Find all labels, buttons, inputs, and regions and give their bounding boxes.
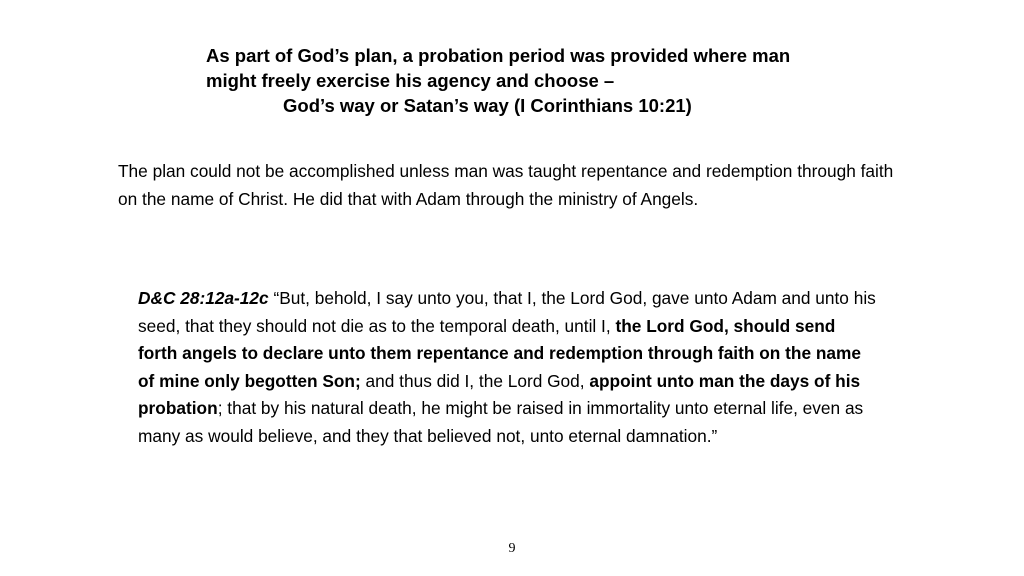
title-line-2: might freely exercise his agency and choose – [206,70,615,91]
quote-text-1: “But, behold, I say unto you, that I, the Lord God, gave unto Adam and unto his seed, that they should not die as to the temporal death, until I, [138,288,876,336]
title-line-1: As part of God’s plan, a probation period was provided where man [206,45,791,66]
quote-emphasis-2: appoint unto man the days of his probation [138,370,861,418]
slide-title [206,43,886,118]
intro-paragraph: The plan could not be accomplished unless man was taught repentance and redemption through faith on the name of Christ. He did that with Adam through the ministry of Angels. [118,161,894,209]
scripture-quote [138,285,878,450]
page-number: 9 [508,541,516,556]
quote-text-3: ; that by his natural death, he might be raised in immortality unto eternal life, even as many as would believe, and they that believed not, unto eternal damnation.” [138,398,864,446]
quote-text-2: and thus did I, the Lord God, [360,370,590,391]
title-line-3: God’s way or Satan’s way (I Corinthians 10:21) [283,95,692,116]
scripture-reference: D&C 28:12a-12c [138,288,269,308]
quote-emphasis-1: the Lord God, should send forth angels to declare unto them repentance and redemption through faith on the name of mine only begotten Son; [138,315,861,391]
